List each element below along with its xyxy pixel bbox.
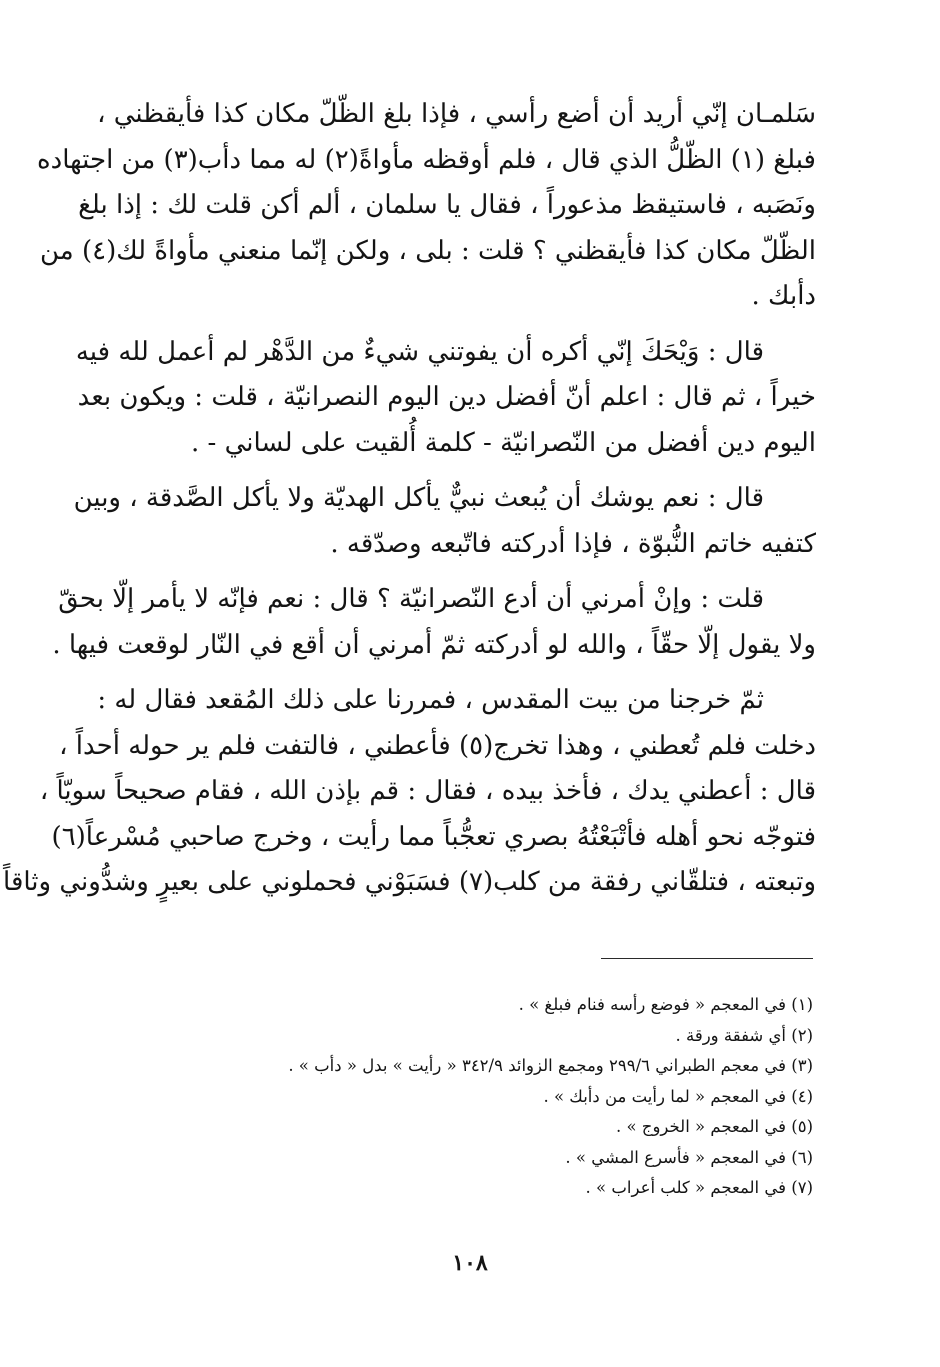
- footnote: (٧) في المعجم « كلب أعراب » .: [585, 1178, 813, 1197]
- main-text: [3, 92, 816, 916]
- text-line: قلت : وإنْ أمرني أن أدع النّصرانيّة ؟ قال : نعم فإنّه لا يأمر إلّا بحقّ: [58, 584, 764, 614]
- text-line: ولا يقول إلّا حقّاً ، والله لو أدركته ثمّ أمرني أن أقع في النّار لوقعت فيها .: [52, 629, 816, 660]
- text-line: فتوجّه نحو أهله فأتْبَعْتُهُ بصري تعجُّباً مما رأيت ، وخرج صاحبي مُسْرعاً(٦): [51, 821, 816, 852]
- text-line: خيراً ، ثم قال : اعلم أنّ أفضل دين اليوم النصرانيّة ، قلت : ويكون بعد: [77, 382, 816, 412]
- footnote: (٢) أي شفقة ورقة .: [675, 1025, 813, 1045]
- page-number: ١٠٨: [452, 1250, 488, 1276]
- footnote: (١) في المعجم « فوضع رأسه فنام فبلغ » .: [518, 995, 813, 1014]
- text-line: دخلت فلم تُعطني ، وهذا تخرج(٥) فأعطني ، فالتفت فلم ير حوله أحداً ،: [59, 730, 816, 761]
- text-line: فبلغ (١) الظّلُّ الذي قال ، فلم أوقظه مأواةً(٢) له مما دأب(٣) من اجتهاده: [37, 144, 816, 175]
- footnote: (٤) في المعجم « لما رأيت من دأبك » .: [543, 1086, 813, 1106]
- paragraph-4: [52, 577, 816, 668]
- paragraph-5: [3, 678, 816, 906]
- text-line: قال : وَيْحَكَ إنّي أكره أن يفوتني شيءٌ من الدَّهْر لم أعمل لله فيه: [75, 336, 764, 367]
- paragraph-2: [75, 330, 816, 467]
- footnote: (٥) في المعجم « الخروج » .: [615, 1117, 813, 1136]
- text-line: اليوم دين أفضل من النّصرانيّة - كلمة أُلقيت على لساني - .: [191, 427, 816, 458]
- text-line: سَلمـان إنّي أريد أن أضع رأسي ، فإذا بلغ الظّلّ مكان كذا فأيقظني ،: [97, 99, 816, 129]
- paragraph-3: [73, 476, 816, 567]
- paragraph-1: [37, 92, 816, 320]
- text-line: ثمّ خرجنا من بيت المقدس ، فمررنا على ذلك المُقعد فقال له :: [97, 685, 764, 715]
- text-line: دأبك .: [751, 281, 816, 311]
- text-line: كتفيه خاتم النُّبوّة ، فإذا أدركته فاتّبعه وصدّقه .: [330, 528, 816, 559]
- text-line: وتبعته ، فتلقّاني رفقة من كلب(٧) فسَبَوْني فحملوني على بعيرٍ وشدُّوني وثاقاً: [3, 867, 816, 897]
- footnote-separator: [601, 958, 813, 959]
- footnotes: [113, 990, 813, 1204]
- text-line: ونَصَبه ، فاستيقظ مذعوراً ، فقال يا سلمان ، ألم أكن قلت لك : إذا بلغ: [78, 190, 816, 220]
- text-line: قال : نعم يوشك أن يُبعث نبيٌّ يأكل الهديّة ولا يأكل الصَّدقة ، وبين: [73, 483, 764, 513]
- footnote: (٦) في المعجم « فأسرع المشي » .: [565, 1147, 813, 1167]
- footnote: (٣) في معجم الطبراني ٢٩٩/٦ ومجمع الزوائد ٣٤٢/٩ « رأيت » بدل « دأب » .: [288, 1056, 813, 1075]
- text-line: الظّلّ مكان كذا فأيقظني ؟ قلت : بلى ، ولكن إنّما منعني مأواةً لك(٤) من: [40, 235, 816, 266]
- text-line: قال : أعطني يدك ، فأخذ بيده ، فقال : قم بإذن الله ، فقام صحيحاً سويّاً ،: [39, 776, 816, 806]
